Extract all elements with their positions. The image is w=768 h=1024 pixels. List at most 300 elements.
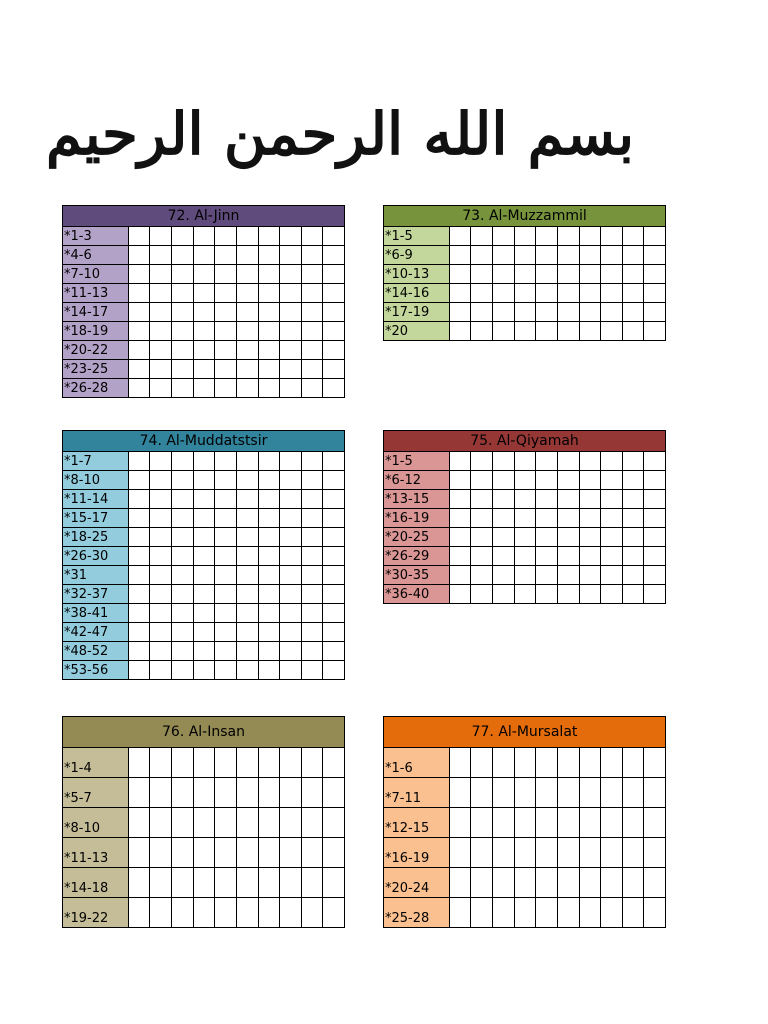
checkbox-cell[interactable]	[150, 808, 172, 838]
checkbox-cell[interactable]	[128, 265, 150, 284]
checkbox-cell[interactable]	[150, 360, 172, 379]
checkbox-cell[interactable]	[557, 509, 579, 528]
checkbox-cell[interactable]	[280, 509, 302, 528]
checkbox-cell[interactable]	[557, 227, 579, 246]
checkbox-cell[interactable]	[172, 509, 194, 528]
checkbox-cell[interactable]	[172, 246, 194, 265]
checkbox-cell[interactable]	[280, 898, 302, 928]
checkbox-cell[interactable]	[471, 547, 493, 566]
checkbox-cell[interactable]	[150, 227, 172, 246]
checkbox-cell[interactable]	[280, 661, 302, 680]
checkbox-cell[interactable]	[128, 379, 150, 398]
checkbox-cell[interactable]	[280, 566, 302, 585]
checkbox-cell[interactable]	[622, 808, 644, 838]
checkbox-cell[interactable]	[258, 528, 280, 547]
checkbox-cell[interactable]	[150, 509, 172, 528]
checkbox-cell[interactable]	[536, 748, 558, 778]
checkbox-cell[interactable]	[215, 642, 237, 661]
checkbox-cell[interactable]	[150, 898, 172, 928]
checkbox-cell[interactable]	[493, 547, 515, 566]
checkbox-cell[interactable]	[150, 284, 172, 303]
checkbox-cell[interactable]	[323, 490, 345, 509]
checkbox-cell[interactable]	[579, 778, 601, 808]
checkbox-cell[interactable]	[301, 528, 323, 547]
checkbox-cell[interactable]	[449, 566, 471, 585]
checkbox-cell[interactable]	[172, 838, 194, 868]
checkbox-cell[interactable]	[128, 623, 150, 642]
checkbox-cell[interactable]	[493, 898, 515, 928]
checkbox-cell[interactable]	[622, 509, 644, 528]
checkbox-cell[interactable]	[280, 808, 302, 838]
checkbox-cell[interactable]	[301, 303, 323, 322]
checkbox-cell[interactable]	[193, 360, 215, 379]
checkbox-cell[interactable]	[128, 509, 150, 528]
checkbox-cell[interactable]	[193, 322, 215, 341]
checkbox-cell[interactable]	[536, 585, 558, 604]
checkbox-cell[interactable]	[493, 509, 515, 528]
checkbox-cell[interactable]	[236, 585, 258, 604]
checkbox-cell[interactable]	[150, 838, 172, 868]
checkbox-cell[interactable]	[536, 808, 558, 838]
checkbox-cell[interactable]	[301, 471, 323, 490]
checkbox-cell[interactable]	[622, 471, 644, 490]
checkbox-cell[interactable]	[215, 227, 237, 246]
checkbox-cell[interactable]	[514, 303, 536, 322]
checkbox-cell[interactable]	[258, 471, 280, 490]
checkbox-cell[interactable]	[493, 808, 515, 838]
checkbox-cell[interactable]	[215, 868, 237, 898]
checkbox-cell[interactable]	[193, 246, 215, 265]
checkbox-cell[interactable]	[258, 566, 280, 585]
checkbox-cell[interactable]	[301, 604, 323, 623]
checkbox-cell[interactable]	[236, 808, 258, 838]
checkbox-cell[interactable]	[536, 778, 558, 808]
checkbox-cell[interactable]	[258, 379, 280, 398]
checkbox-cell[interactable]	[323, 604, 345, 623]
checkbox-cell[interactable]	[172, 284, 194, 303]
checkbox-cell[interactable]	[215, 379, 237, 398]
checkbox-cell[interactable]	[514, 452, 536, 471]
checkbox-cell[interactable]	[514, 547, 536, 566]
checkbox-cell[interactable]	[128, 808, 150, 838]
checkbox-cell[interactable]	[471, 748, 493, 778]
checkbox-cell[interactable]	[150, 265, 172, 284]
checkbox-cell[interactable]	[258, 808, 280, 838]
checkbox-cell[interactable]	[449, 303, 471, 322]
checkbox-cell[interactable]	[172, 808, 194, 838]
checkbox-cell[interactable]	[579, 322, 601, 341]
checkbox-cell[interactable]	[601, 778, 623, 808]
checkbox-cell[interactable]	[514, 246, 536, 265]
checkbox-cell[interactable]	[493, 471, 515, 490]
checkbox-cell[interactable]	[471, 471, 493, 490]
checkbox-cell[interactable]	[323, 322, 345, 341]
checkbox-cell[interactable]	[471, 284, 493, 303]
checkbox-cell[interactable]	[258, 661, 280, 680]
checkbox-cell[interactable]	[323, 379, 345, 398]
checkbox-cell[interactable]	[301, 661, 323, 680]
checkbox-cell[interactable]	[644, 265, 666, 284]
checkbox-cell[interactable]	[536, 246, 558, 265]
checkbox-cell[interactable]	[193, 661, 215, 680]
checkbox-cell[interactable]	[236, 566, 258, 585]
checkbox-cell[interactable]	[579, 246, 601, 265]
checkbox-cell[interactable]	[644, 471, 666, 490]
checkbox-cell[interactable]	[579, 748, 601, 778]
checkbox-cell[interactable]	[128, 838, 150, 868]
checkbox-cell[interactable]	[280, 265, 302, 284]
checkbox-cell[interactable]	[128, 341, 150, 360]
checkbox-cell[interactable]	[601, 490, 623, 509]
checkbox-cell[interactable]	[601, 246, 623, 265]
checkbox-cell[interactable]	[449, 868, 471, 898]
checkbox-cell[interactable]	[236, 246, 258, 265]
checkbox-cell[interactable]	[172, 642, 194, 661]
checkbox-cell[interactable]	[644, 585, 666, 604]
checkbox-cell[interactable]	[493, 227, 515, 246]
checkbox-cell[interactable]	[301, 246, 323, 265]
checkbox-cell[interactable]	[193, 748, 215, 778]
checkbox-cell[interactable]	[323, 661, 345, 680]
checkbox-cell[interactable]	[493, 246, 515, 265]
checkbox-cell[interactable]	[449, 585, 471, 604]
checkbox-cell[interactable]	[579, 471, 601, 490]
checkbox-cell[interactable]	[644, 898, 666, 928]
checkbox-cell[interactable]	[514, 227, 536, 246]
checkbox-cell[interactable]	[258, 452, 280, 471]
checkbox-cell[interactable]	[579, 566, 601, 585]
checkbox-cell[interactable]	[557, 471, 579, 490]
checkbox-cell[interactable]	[258, 360, 280, 379]
checkbox-cell[interactable]	[172, 360, 194, 379]
checkbox-cell[interactable]	[172, 490, 194, 509]
checkbox-cell[interactable]	[644, 838, 666, 868]
checkbox-cell[interactable]	[193, 265, 215, 284]
checkbox-cell[interactable]	[280, 585, 302, 604]
checkbox-cell[interactable]	[236, 898, 258, 928]
checkbox-cell[interactable]	[236, 528, 258, 547]
checkbox-cell[interactable]	[557, 748, 579, 778]
checkbox-cell[interactable]	[323, 585, 345, 604]
checkbox-cell[interactable]	[301, 265, 323, 284]
checkbox-cell[interactable]	[557, 898, 579, 928]
checkbox-cell[interactable]	[193, 566, 215, 585]
checkbox-cell[interactable]	[622, 452, 644, 471]
checkbox-cell[interactable]	[514, 566, 536, 585]
checkbox-cell[interactable]	[215, 898, 237, 928]
checkbox-cell[interactable]	[215, 748, 237, 778]
checkbox-cell[interactable]	[323, 623, 345, 642]
checkbox-cell[interactable]	[557, 547, 579, 566]
checkbox-cell[interactable]	[536, 898, 558, 928]
checkbox-cell[interactable]	[150, 303, 172, 322]
checkbox-cell[interactable]	[644, 868, 666, 898]
checkbox-cell[interactable]	[280, 528, 302, 547]
checkbox-cell[interactable]	[323, 265, 345, 284]
checkbox-cell[interactable]	[557, 322, 579, 341]
checkbox-cell[interactable]	[301, 585, 323, 604]
checkbox-cell[interactable]	[215, 265, 237, 284]
checkbox-cell[interactable]	[557, 265, 579, 284]
checkbox-cell[interactable]	[193, 341, 215, 360]
checkbox-cell[interactable]	[601, 808, 623, 838]
checkbox-cell[interactable]	[193, 642, 215, 661]
checkbox-cell[interactable]	[622, 246, 644, 265]
checkbox-cell[interactable]	[536, 490, 558, 509]
checkbox-cell[interactable]	[449, 898, 471, 928]
checkbox-cell[interactable]	[128, 360, 150, 379]
checkbox-cell[interactable]	[536, 547, 558, 566]
checkbox-cell[interactable]	[644, 528, 666, 547]
checkbox-cell[interactable]	[172, 585, 194, 604]
checkbox-cell[interactable]	[557, 868, 579, 898]
checkbox-cell[interactable]	[323, 898, 345, 928]
checkbox-cell[interactable]	[536, 838, 558, 868]
checkbox-cell[interactable]	[258, 341, 280, 360]
checkbox-cell[interactable]	[150, 566, 172, 585]
checkbox-cell[interactable]	[236, 868, 258, 898]
checkbox-cell[interactable]	[280, 303, 302, 322]
checkbox-cell[interactable]	[128, 898, 150, 928]
checkbox-cell[interactable]	[514, 585, 536, 604]
checkbox-cell[interactable]	[449, 227, 471, 246]
checkbox-cell[interactable]	[236, 661, 258, 680]
checkbox-cell[interactable]	[172, 566, 194, 585]
checkbox-cell[interactable]	[449, 452, 471, 471]
checkbox-cell[interactable]	[128, 604, 150, 623]
checkbox-cell[interactable]	[236, 360, 258, 379]
checkbox-cell[interactable]	[493, 585, 515, 604]
checkbox-cell[interactable]	[258, 642, 280, 661]
checkbox-cell[interactable]	[449, 246, 471, 265]
checkbox-cell[interactable]	[601, 868, 623, 898]
checkbox-cell[interactable]	[471, 838, 493, 868]
checkbox-cell[interactable]	[128, 284, 150, 303]
checkbox-cell[interactable]	[258, 748, 280, 778]
checkbox-cell[interactable]	[128, 246, 150, 265]
checkbox-cell[interactable]	[622, 322, 644, 341]
checkbox-cell[interactable]	[471, 808, 493, 838]
checkbox-cell[interactable]	[258, 898, 280, 928]
checkbox-cell[interactable]	[128, 778, 150, 808]
checkbox-cell[interactable]	[536, 265, 558, 284]
checkbox-cell[interactable]	[579, 528, 601, 547]
checkbox-cell[interactable]	[514, 509, 536, 528]
checkbox-cell[interactable]	[301, 838, 323, 868]
checkbox-cell[interactable]	[193, 509, 215, 528]
checkbox-cell[interactable]	[536, 322, 558, 341]
checkbox-cell[interactable]	[236, 838, 258, 868]
checkbox-cell[interactable]	[301, 360, 323, 379]
checkbox-cell[interactable]	[128, 471, 150, 490]
checkbox-cell[interactable]	[128, 642, 150, 661]
checkbox-cell[interactable]	[579, 227, 601, 246]
checkbox-cell[interactable]	[258, 490, 280, 509]
checkbox-cell[interactable]	[449, 748, 471, 778]
checkbox-cell[interactable]	[644, 452, 666, 471]
checkbox-cell[interactable]	[301, 490, 323, 509]
checkbox-cell[interactable]	[215, 471, 237, 490]
checkbox-cell[interactable]	[150, 604, 172, 623]
checkbox-cell[interactable]	[622, 566, 644, 585]
checkbox-cell[interactable]	[557, 452, 579, 471]
checkbox-cell[interactable]	[236, 490, 258, 509]
checkbox-cell[interactable]	[172, 322, 194, 341]
checkbox-cell[interactable]	[215, 322, 237, 341]
checkbox-cell[interactable]	[514, 284, 536, 303]
checkbox-cell[interactable]	[579, 303, 601, 322]
checkbox-cell[interactable]	[172, 227, 194, 246]
checkbox-cell[interactable]	[258, 265, 280, 284]
checkbox-cell[interactable]	[644, 547, 666, 566]
checkbox-cell[interactable]	[601, 585, 623, 604]
checkbox-cell[interactable]	[236, 341, 258, 360]
checkbox-cell[interactable]	[236, 547, 258, 566]
checkbox-cell[interactable]	[172, 379, 194, 398]
checkbox-cell[interactable]	[601, 452, 623, 471]
checkbox-cell[interactable]	[493, 528, 515, 547]
checkbox-cell[interactable]	[471, 528, 493, 547]
checkbox-cell[interactable]	[644, 808, 666, 838]
checkbox-cell[interactable]	[449, 284, 471, 303]
checkbox-cell[interactable]	[471, 322, 493, 341]
checkbox-cell[interactable]	[128, 585, 150, 604]
checkbox-cell[interactable]	[215, 838, 237, 868]
checkbox-cell[interactable]	[193, 490, 215, 509]
checkbox-cell[interactable]	[128, 227, 150, 246]
checkbox-cell[interactable]	[236, 509, 258, 528]
checkbox-cell[interactable]	[323, 360, 345, 379]
checkbox-cell[interactable]	[557, 585, 579, 604]
checkbox-cell[interactable]	[449, 528, 471, 547]
checkbox-cell[interactable]	[557, 246, 579, 265]
checkbox-cell[interactable]	[215, 604, 237, 623]
checkbox-cell[interactable]	[280, 471, 302, 490]
checkbox-cell[interactable]	[536, 471, 558, 490]
checkbox-cell[interactable]	[193, 471, 215, 490]
checkbox-cell[interactable]	[536, 566, 558, 585]
checkbox-cell[interactable]	[193, 452, 215, 471]
checkbox-cell[interactable]	[557, 808, 579, 838]
checkbox-cell[interactable]	[172, 604, 194, 623]
checkbox-cell[interactable]	[280, 379, 302, 398]
checkbox-cell[interactable]	[280, 623, 302, 642]
checkbox-cell[interactable]	[579, 509, 601, 528]
checkbox-cell[interactable]	[215, 623, 237, 642]
checkbox-cell[interactable]	[301, 868, 323, 898]
checkbox-cell[interactable]	[579, 284, 601, 303]
checkbox-cell[interactable]	[471, 303, 493, 322]
checkbox-cell[interactable]	[622, 265, 644, 284]
checkbox-cell[interactable]	[193, 284, 215, 303]
checkbox-cell[interactable]	[493, 322, 515, 341]
checkbox-cell[interactable]	[449, 547, 471, 566]
checkbox-cell[interactable]	[150, 623, 172, 642]
checkbox-cell[interactable]	[150, 642, 172, 661]
checkbox-cell[interactable]	[301, 509, 323, 528]
checkbox-cell[interactable]	[644, 246, 666, 265]
checkbox-cell[interactable]	[579, 808, 601, 838]
checkbox-cell[interactable]	[557, 778, 579, 808]
checkbox-cell[interactable]	[150, 778, 172, 808]
checkbox-cell[interactable]	[215, 778, 237, 808]
checkbox-cell[interactable]	[215, 661, 237, 680]
checkbox-cell[interactable]	[215, 303, 237, 322]
checkbox-cell[interactable]	[280, 547, 302, 566]
checkbox-cell[interactable]	[323, 509, 345, 528]
checkbox-cell[interactable]	[193, 379, 215, 398]
checkbox-cell[interactable]	[193, 623, 215, 642]
checkbox-cell[interactable]	[601, 547, 623, 566]
checkbox-cell[interactable]	[557, 284, 579, 303]
checkbox-cell[interactable]	[301, 566, 323, 585]
checkbox-cell[interactable]	[301, 379, 323, 398]
checkbox-cell[interactable]	[215, 547, 237, 566]
checkbox-cell[interactable]	[236, 265, 258, 284]
checkbox-cell[interactable]	[128, 661, 150, 680]
checkbox-cell[interactable]	[172, 547, 194, 566]
checkbox-cell[interactable]	[128, 528, 150, 547]
checkbox-cell[interactable]	[579, 452, 601, 471]
checkbox-cell[interactable]	[258, 303, 280, 322]
checkbox-cell[interactable]	[601, 748, 623, 778]
checkbox-cell[interactable]	[514, 322, 536, 341]
checkbox-cell[interactable]	[280, 452, 302, 471]
checkbox-cell[interactable]	[301, 748, 323, 778]
checkbox-cell[interactable]	[514, 778, 536, 808]
checkbox-cell[interactable]	[644, 303, 666, 322]
checkbox-cell[interactable]	[622, 868, 644, 898]
checkbox-cell[interactable]	[471, 246, 493, 265]
checkbox-cell[interactable]	[323, 808, 345, 838]
checkbox-cell[interactable]	[236, 379, 258, 398]
checkbox-cell[interactable]	[172, 898, 194, 928]
checkbox-cell[interactable]	[601, 528, 623, 547]
checkbox-cell[interactable]	[172, 341, 194, 360]
checkbox-cell[interactable]	[280, 748, 302, 778]
checkbox-cell[interactable]	[536, 868, 558, 898]
checkbox-cell[interactable]	[579, 585, 601, 604]
checkbox-cell[interactable]	[622, 547, 644, 566]
checkbox-cell[interactable]	[150, 341, 172, 360]
checkbox-cell[interactable]	[323, 528, 345, 547]
checkbox-cell[interactable]	[150, 246, 172, 265]
checkbox-cell[interactable]	[280, 341, 302, 360]
checkbox-cell[interactable]	[128, 452, 150, 471]
checkbox-cell[interactable]	[579, 838, 601, 868]
checkbox-cell[interactable]	[471, 227, 493, 246]
checkbox-cell[interactable]	[644, 566, 666, 585]
checkbox-cell[interactable]	[579, 898, 601, 928]
checkbox-cell[interactable]	[536, 284, 558, 303]
checkbox-cell[interactable]	[644, 322, 666, 341]
checkbox-cell[interactable]	[601, 322, 623, 341]
checkbox-cell[interactable]	[449, 778, 471, 808]
checkbox-cell[interactable]	[557, 566, 579, 585]
checkbox-cell[interactable]	[236, 748, 258, 778]
checkbox-cell[interactable]	[150, 748, 172, 778]
checkbox-cell[interactable]	[493, 566, 515, 585]
checkbox-cell[interactable]	[280, 360, 302, 379]
checkbox-cell[interactable]	[514, 748, 536, 778]
checkbox-cell[interactable]	[258, 284, 280, 303]
checkbox-cell[interactable]	[193, 303, 215, 322]
checkbox-cell[interactable]	[493, 490, 515, 509]
checkbox-cell[interactable]	[323, 227, 345, 246]
checkbox-cell[interactable]	[622, 778, 644, 808]
checkbox-cell[interactable]	[622, 227, 644, 246]
checkbox-cell[interactable]	[323, 868, 345, 898]
